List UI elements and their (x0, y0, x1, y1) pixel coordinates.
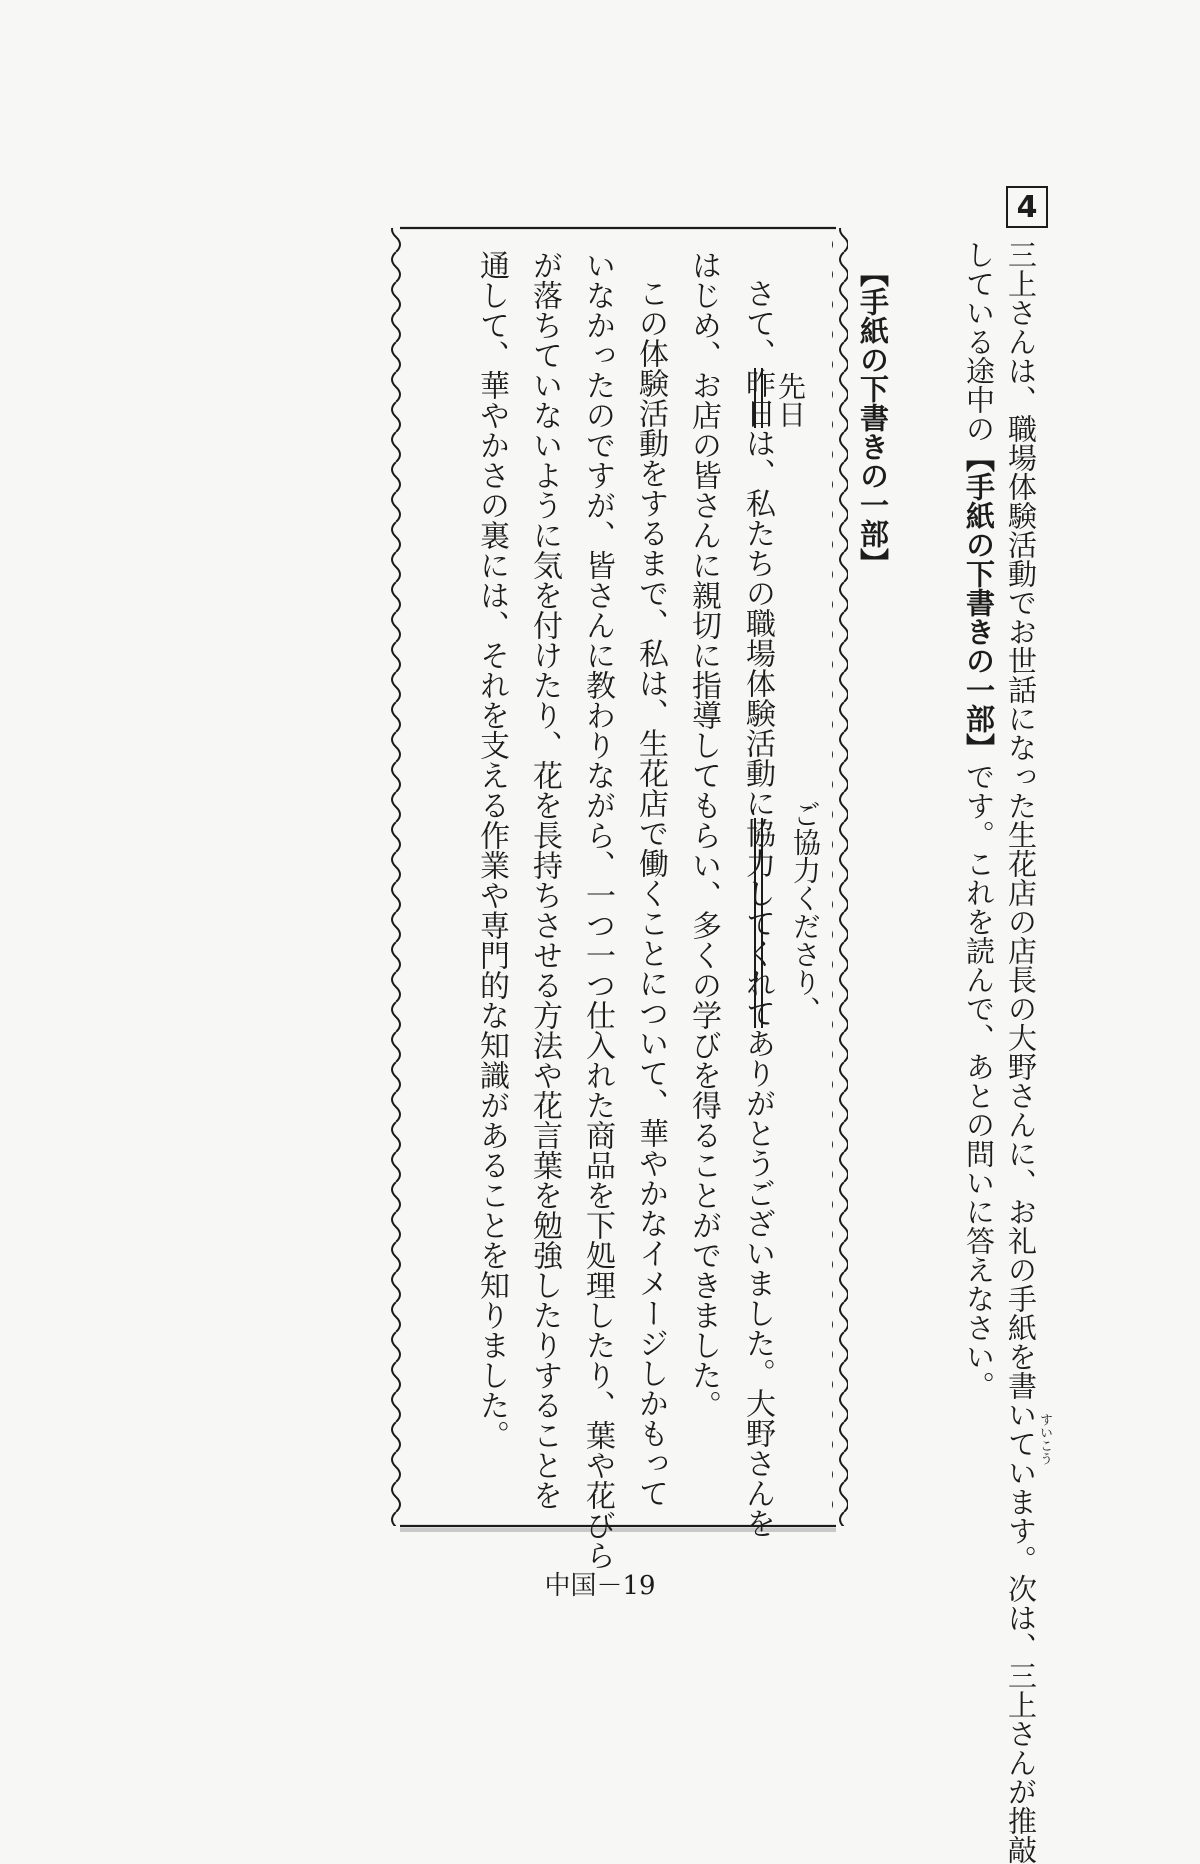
struck-kyouryoku: 協力してくれて (740, 818, 775, 1028)
intro-line-2-after: です。これを読んで、あとの問いに答えなさい。 (962, 762, 996, 1400)
letter-heading: 【手紙の下書きの一部】 (856, 258, 890, 577)
letter-line-1-end: ありがとうございました。大野さんを (740, 1028, 775, 1538)
intro-line-2 (962, 240, 996, 1400)
letter-insertion: ご協力くださり、 (789, 800, 822, 1024)
letter-line-3: この体験活動をするまで、私は、生花店で働くことについて、華やかなイメージしかもって (633, 278, 668, 1508)
intro-line-1: 三上さんは、職場体験活動でお世話になった生花店の店長の大野さんに、お礼の手紙を書いています。次は、三上さんが推敲 (1004, 240, 1038, 1864)
letter-line-5: が落ちていないように気を付けたり、花を長持ちさせる方法や花言葉を勉強したりすることを (527, 250, 562, 1510)
question-number: 4 (1016, 189, 1038, 225)
intro-line-2-bracket: 【手紙の下書きの一部】 (962, 443, 996, 762)
letter-line-4: いなかったのですが、皆さんに教わりながら、一つ一つ仕入れた商品を下処理したり、葉や花びら (580, 250, 615, 1570)
page-number: 中国－19 (544, 1571, 656, 1601)
question-number-box (1006, 186, 1048, 228)
letter-line-2: はじめ、お店の皆さんに親切に指導してもらい、多くの学びを得ることができました。 (686, 250, 721, 1420)
letter-line-6: 通して、華やかさの裏には、それを支える作業や専門的な知識があることを知りました。 (474, 250, 509, 1450)
letter-insertion-senjitsu: 先日 (774, 372, 807, 428)
letter-line-1 (740, 278, 775, 1538)
intro-line-2-before: している途中の (962, 240, 996, 443)
letter-line-1-mid: は、私たちの職場体験活動に (740, 428, 775, 818)
struck-sakujitsu: 昨日 (740, 368, 775, 428)
letter-line-1-prefix: さて、 (740, 278, 775, 368)
ruby-suikou: すいこう (1037, 1413, 1052, 1465)
